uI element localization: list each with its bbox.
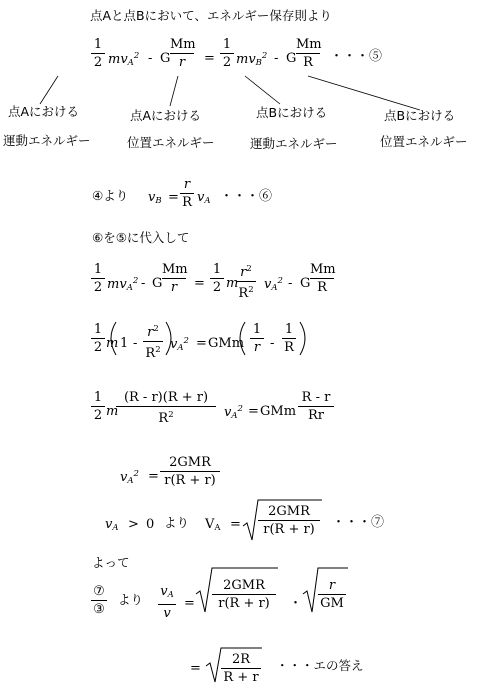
label-b-kinetic-line2: 運動エネルギー (250, 136, 338, 151)
label-a-potential-line1: 点Aにおける (130, 108, 202, 123)
page: 点Aと点Bにおいて、エネルギー保存則より 1 2 $mv_A^2$ - G Mm r = 1 2 $mv_B^2$ - G Mm R ・・・⑤ 点Aにおける 運動エネルギー 点Aにおける 位置エネルギー 点Bにおける 運動エネルギー 点Bにおける 位置エネルギー ④より $v_B$ = r R $v_A$ ・・・⑥ ⑥を⑤に代入して 1 2 $mv_A^2$ - G Mm r = 1 2 m $r^2$ $R^2$ $v_A^2$ - G Mm R 1 2 m 1 - $r^2$ $R^2$ $v_A^2$ = GMm 1 r - 1 R 1 2 m (R - r)(R + r) $R^2$ $v_A^2$ = GMm R - r Rr $v_A^2$ = 2GMR r(R + r) $v_A$ > 0 より $V_A$ = 2GMR r(R + r) ・・・⑦ よって ⑦ ③ より $v_A$ v = 2GMR r(R + r) ・ r GM = 2R R + r ・・・エの答え (0, 0, 479, 689)
label-b-kinetic-line1: 点Bにおける (256, 105, 328, 120)
heading: 点Aと点Bにおいて、エネルギー保存則より (90, 8, 332, 23)
substitution-note: ⑥を⑤に代入して (92, 230, 190, 245)
label-b-potential-line1: 点Bにおける (384, 108, 456, 123)
label-b-potential-line2: 位置エネルギー (380, 134, 468, 149)
label-a-kinetic-line1: 点Aにおける (8, 104, 80, 119)
label-a-kinetic-line2: 運動エネルギー (3, 133, 91, 148)
label-a-potential-line2: 位置エネルギー (127, 135, 215, 150)
therefore-text: よって (92, 555, 130, 570)
